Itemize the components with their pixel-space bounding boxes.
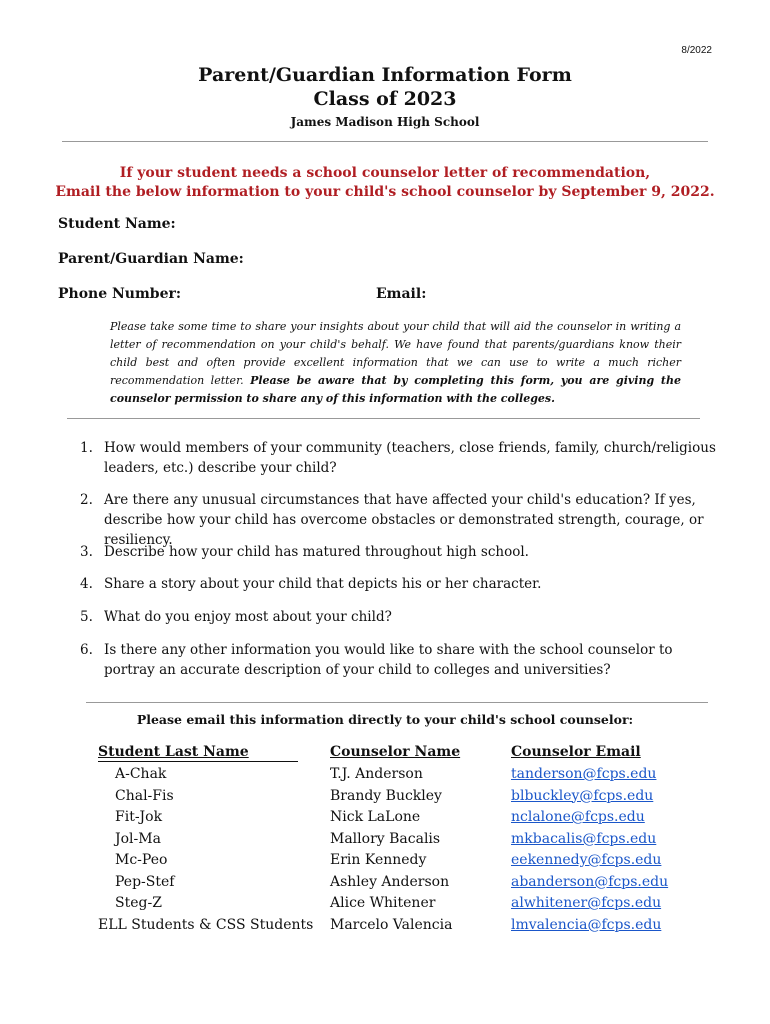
- student-range: Steg-Z: [115, 895, 162, 911]
- counselor-email-link[interactable]: blbuckley@fcps.edu: [511, 787, 654, 804]
- question-text: What do you enjoy most about your child?: [104, 609, 392, 625]
- email-instruction: Please email this information directly to your child's school counselor:: [136, 712, 634, 727]
- question-text: Describe how your child has matured throughout high school.: [104, 544, 529, 560]
- question-number: 5.: [80, 609, 93, 625]
- counselor-email-link[interactable]: eekennedy@fcps.edu: [511, 852, 662, 868]
- phone-label: Phone Number:: [58, 286, 182, 302]
- student-range: Pep-Stef: [115, 873, 175, 890]
- student-range: Jol-Ma: [115, 830, 161, 847]
- header-underline: [98, 761, 298, 762]
- student-range: Chal-Fis: [115, 787, 174, 804]
- intro-text: Please take some time to share your insights about your child that will aid the counselor in writing a letter of recommendation on your child's behalf. We have found that parents/guardians know their child best and often provide excellent information that we can use to write a much richer recommendation letter.: [110, 320, 681, 387]
- counselor-name: Ashley Anderson: [330, 873, 450, 890]
- question-text: Share a story about your child that depicts his or her character.: [104, 576, 542, 592]
- school-name: James Madison High School: [290, 115, 480, 129]
- counselor-email-column: [511, 764, 668, 936]
- student-range: ELL Students & CSS Students: [98, 916, 314, 933]
- counselor-email-link[interactable]: mkbacalis@fcps.edu: [511, 830, 657, 847]
- counselor-name: T.J. Anderson: [330, 766, 423, 782]
- question-text: How would members of your community (teachers, close friends, family, church/religious leaders, etc.) describe your child?: [104, 440, 716, 476]
- counselor-name: Brandy Buckley: [330, 787, 442, 804]
- counselor-email-link[interactable]: lmvalencia@fcps.edu: [511, 916, 662, 933]
- counselor-name: Mallory Bacalis: [330, 830, 441, 847]
- form-title: Parent/Guardian Information Form: [198, 64, 572, 86]
- header-student-last-name: Student Last Name: [98, 744, 249, 760]
- counselor-name-column: [330, 764, 452, 936]
- intro-paragraph: [110, 318, 681, 408]
- divider: [67, 418, 700, 419]
- divider: [62, 141, 708, 142]
- counselor-email-link[interactable]: alwhitener@fcps.edu: [511, 895, 662, 911]
- question-number: 1.: [80, 440, 93, 456]
- counselor-email-link[interactable]: abanderson@fcps.edu: [511, 873, 669, 890]
- counselor-name: Erin Kennedy: [330, 852, 427, 868]
- parent-name-label: Parent/Guardian Name:: [58, 251, 244, 267]
- counselor-email-link[interactable]: tanderson@fcps.edu: [511, 766, 657, 782]
- document-date: 8/2022: [681, 45, 712, 56]
- question-number: 6.: [80, 642, 93, 658]
- counselor-name: Nick LaLone: [330, 809, 421, 825]
- question-number: 4.: [80, 576, 93, 592]
- student-name-label: Student Name:: [58, 216, 176, 232]
- deadline-notice-line2: Email the below information to your child's school counselor by September 9, 2022.: [55, 184, 715, 200]
- question-number: 3.: [80, 544, 93, 560]
- divider: [86, 702, 708, 703]
- class-year: Class of 2023: [313, 88, 457, 110]
- question-number: 2.: [80, 492, 93, 508]
- header-counselor-name: Counselor Name: [330, 744, 461, 760]
- header-counselor-email: Counselor Email: [511, 744, 641, 760]
- intro-permission-text: Please be aware that by completing this form, you are giving the counselor permission to share any of this information with the colleges.: [110, 374, 681, 405]
- counselor-email-link[interactable]: nclalone@fcps.edu: [511, 809, 645, 825]
- counselor-name: Alice Whitener: [330, 895, 436, 911]
- student-range: Fit-Jok: [115, 809, 163, 825]
- student-range: Mc-Peo: [115, 852, 168, 868]
- deadline-notice-line1: If your student needs a school counselor letter of recommendation,: [119, 165, 651, 181]
- email-label: Email:: [376, 286, 427, 302]
- student-range-column: [98, 764, 313, 936]
- question-text: Is there any other information you would like to share with the school counselor to portray an accurate description of your child to colleges and universities?: [104, 642, 673, 678]
- question-text: Are there any unusual circumstances that have affected your child's education? If yes, describe how your child has overcome obstacles or demonstrated strength, courage, or resiliency.: [104, 492, 704, 548]
- student-range: A-Chak: [115, 766, 167, 782]
- counselor-name: Marcelo Valencia: [330, 916, 453, 933]
